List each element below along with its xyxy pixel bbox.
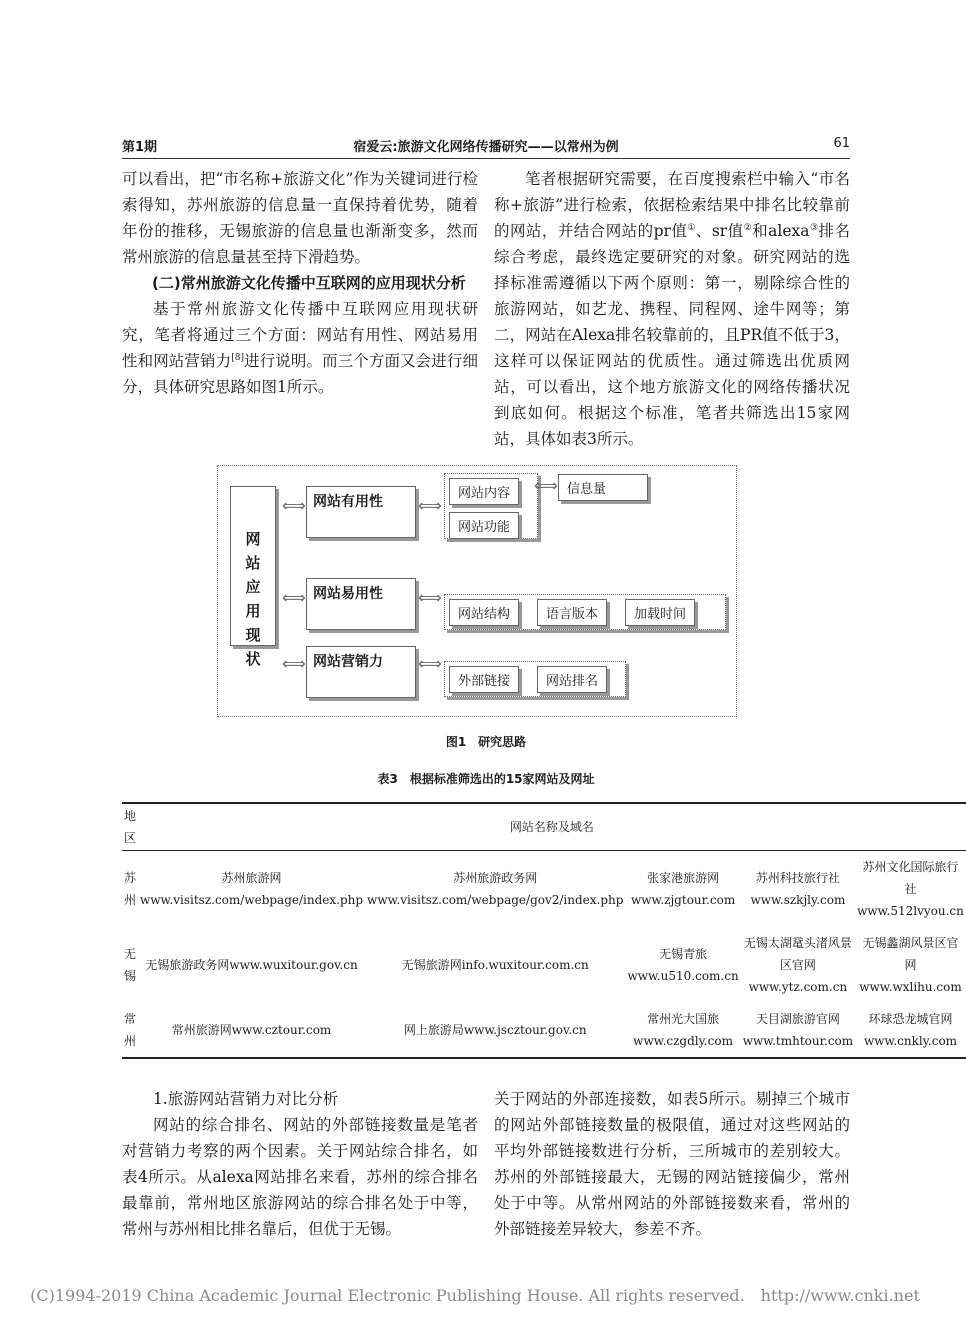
paragraph: 网站的综合排名、网站的外部链接数量是笔者对营销力考察的两个因素。关于网站综合排名，如表4所示。从alexa网站排名来看，苏州的综合排名最靠前，常州地区旅游网站的综合排名处于中等，常州与苏州相比排名靠后，但优于无锡。 xyxy=(122,1116,478,1238)
rank-box: 网站排名 xyxy=(537,666,607,693)
double-arrow-icon: ⇐⇒ xyxy=(282,654,303,673)
site-cell: 无锡蠡湖风景区官网www.wxlihu.com xyxy=(859,936,962,994)
site-cell: 苏州文化国际旅行社www.512lvyou.cn xyxy=(857,860,964,918)
subsection-heading: 1.旅游网站营销力对比分析 xyxy=(153,1090,339,1108)
region-cell: 常州 xyxy=(122,1003,138,1058)
root-box: 网站应用现状 xyxy=(230,486,276,646)
figure-caption: 图1 研究思路 xyxy=(445,735,527,749)
copyright-footer: (C)1994-2019 China Academic Journal Electronic Publishing House. All rights reserved. http://www.cnki.net xyxy=(30,1286,920,1305)
issue-number: 第1期 xyxy=(122,140,158,155)
language-box: 语言版本 xyxy=(537,599,607,626)
paragraph: 关于网站的外部连接数，如表5所示。剔掉三个城市的网站外部链接数量的极限值，通过对这些网站的平均外部链接数进行分析，三所城市的差别较大。苏州的外部链接最大，无锡的网站链接偏少，常州处于中等。从常州网站的外部链接数来看，常州的外部链接差异较大，参差不齐。 xyxy=(494,1090,850,1238)
running-title: 宿爱云:旅游文化网络传播研究——以常州为例 xyxy=(353,140,619,155)
table-row xyxy=(122,851,966,928)
column-header: 地区 xyxy=(122,803,138,851)
site-cell: 天目湖旅游官网www.tmhtour.com xyxy=(741,1003,855,1058)
usability-group xyxy=(444,594,726,630)
research-framework-figure xyxy=(217,465,737,717)
double-arrow-icon: ⇐⇒ xyxy=(534,476,555,495)
column-header: 网站名称及域名 xyxy=(138,803,966,851)
site-cell: 网上旅游局www.jscztour.gov.cn xyxy=(365,1003,625,1058)
site-cell: 苏州科技旅行社www.szkjly.com xyxy=(750,871,846,907)
site-cell: 张家港旅游网www.zjgtour.com xyxy=(630,871,736,907)
usefulness-box: 网站有用性 xyxy=(306,486,416,538)
site-cell: 苏州旅游网www.visitsz.com/webpage/index.php xyxy=(140,871,364,907)
double-arrow-icon: ⇐⇒ xyxy=(418,588,439,607)
links-box: 外部链接 xyxy=(449,666,519,693)
left-column-bottom xyxy=(122,1086,478,1242)
double-arrow-icon: ⇐⇒ xyxy=(282,496,303,515)
site-cell: 环球恐龙城官网www.cnkly.com xyxy=(855,1003,966,1058)
footnote-mark: ③ xyxy=(809,222,819,233)
reference-mark: [8] xyxy=(231,352,244,363)
function-box: 网站功能 xyxy=(449,512,519,539)
loadtime-box: 加载时间 xyxy=(625,599,695,626)
usefulness-group xyxy=(444,473,538,539)
content-box: 网站内容 xyxy=(449,478,519,505)
footnote-mark: ① xyxy=(687,222,696,233)
right-column-bottom xyxy=(494,1086,850,1242)
structure-box: 网站结构 xyxy=(449,599,519,626)
site-cell: 常州光大国旅www.czgdly.com xyxy=(625,1003,740,1058)
websites-table xyxy=(122,802,966,1059)
region-cell: 苏州 xyxy=(124,871,137,907)
site-cell: 无锡太湖鼋头渚风景区官网www.ytz.com.cn xyxy=(743,936,852,994)
page-number: 61 xyxy=(833,136,850,151)
paragraph: 基于常州旅游文化传播中互联网应用现状研究，笔者将通过三个方面：网站有用性、网站易用性和网站营销力[8]进行说明。而三个方面又会进行细分，具体研究思路如图1所示。 xyxy=(122,300,478,396)
site-cell: 无锡青旅www.u510.com.cn xyxy=(627,947,739,983)
double-arrow-icon: ⇐⇒ xyxy=(282,588,303,607)
table-row xyxy=(122,1003,966,1058)
double-arrow-icon: ⇐⇒ xyxy=(418,496,439,515)
site-cell: 无锡旅游政务网www.wuxitour.gov.cn xyxy=(145,958,358,972)
paragraph: 笔者根据研究需要，在百度搜索栏中输入“市名称+旅游”进行检索，依据检索结果中排名比较靠前的网站，并结合网站的pr值①、sr值②和alexa③排名综合考虑，最终选定要研究的对象。研究网站的选择标准需遵循以下两个原则：第一，剔除综合性的旅游网站，如艺龙、携程、同程网、途牛网等；第二，网站在Alexa排名较靠前的，且PR值不低于3，这样可以保证网站的优质性。通过筛选出优质网站，可以看出，这个地方旅游文化的网络传播状况到底如何。根据这个标准，笔者共筛选出15家网站，具体如表3所示。 xyxy=(494,170,850,448)
running-header xyxy=(122,136,850,159)
usability-box: 网站易用性 xyxy=(306,578,416,630)
double-arrow-icon: ⇐⇒ xyxy=(418,654,439,673)
table-header-row xyxy=(122,803,966,851)
site-cell: 苏州旅游政务网www.visitsz.com/webpage/gov2/index.php xyxy=(367,871,624,907)
section-heading: (二)常州旅游文化传播中互联网的应用现状分析 xyxy=(152,274,466,292)
marketing-box: 网站营销力 xyxy=(306,646,416,698)
site-cell: 常州旅游网www.cztour.com xyxy=(138,1003,365,1058)
site-cell: 无锡旅游网info.wuxitour.com.cn xyxy=(401,958,589,972)
marketing-group xyxy=(444,661,626,697)
table-caption: 表3 根据标准筛选出的15家网站及网址 xyxy=(377,772,595,786)
footnote-mark: ② xyxy=(743,222,753,233)
paragraph: 可以看出，把“市名称+旅游文化”作为关键词进行检索得知，苏州旅游的信息量一直保持着优势，随着年份的推移，无锡旅游的信息量也渐渐变多，然而常州旅游的信息量甚至持下滑趋势。 xyxy=(122,170,478,266)
table-row xyxy=(122,927,966,1003)
region-cell: 无锡 xyxy=(124,947,137,983)
right-column xyxy=(494,166,850,452)
left-column xyxy=(122,166,478,400)
info-box: 信息量 xyxy=(558,474,648,501)
